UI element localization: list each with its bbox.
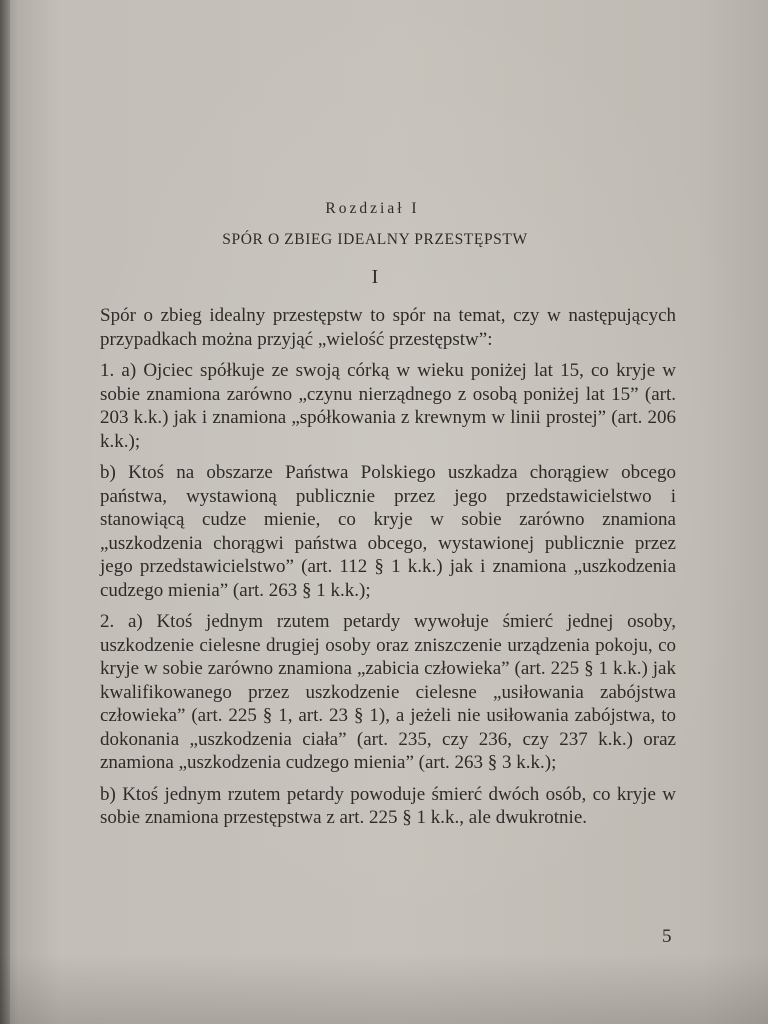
paragraph-2a: 2. a) Ktoś jednym rzutem petardy wywołuje śmierć jednej osoby, uszkodzenie cielesne drugiej osoby oraz zniszczenie urządzenia pokoju, co kryje w sobie zarówno znamiona „zabicia człowieka” (art. 225 § 1 k.k.) jak kwalifikowanego przez uszkodzenie cielesne „usiłowania zabójstwa człowieka” (art. 225 § 1, art. 23 § 1), a jeżeli nie usiłowania zabójstwa, to dokonania „uszkodzenia ciała” (art. 235, czy 236, czy 237 k.k.) oraz znamiona „uszkodzenia cudzego mienia” (art. 263 § 3 k.k.); — [100, 611, 676, 773]
paragraph-2b: b) Ktoś jednym rzutem petardy powoduje śmierć dwóch osób, co kryje w sobie znamiona przestępstwa z art. 225 § 1 k.k., ale dwukrotnie. — [100, 783, 676, 828]
paragraph-intro: Spór o zbieg idealny przestępstw to spór na temat, czy w następujących przypadkach można przyjąć „wielość przestępstw”: — [100, 305, 676, 350]
body-text — [100, 304, 676, 830]
chapter-heading: Rozdział I — [325, 200, 420, 217]
page-number: 5 — [662, 926, 672, 947]
chapter-title: SPÓR O ZBIEG IDEALNY PRZESTĘPSTW — [222, 231, 528, 248]
paragraph-1b: b) Ktoś na obszarze Państwa Polskiego uszkadza chorągiew obcego państwa, wystawioną publicznie przez jego przedstawicielstwo i stanowiącą cudze mienie, co kryje w sobie zarówno znamiona „uszkodzenia chorągwi państwa obcego, wystawionej publicznie przez jego przedstawicielstwo” (art. 112 § 1 k.k.) jak i znamiona „uszkodzenia cudzego mienia” (art. 263 § 1 k.k.); — [100, 462, 676, 601]
paragraph-1a: 1. a) Ojciec spółkuje ze swoją córką w wieku poniżej lat 15, co kryje w sobie znamiona zarówno „czynu nierządnego z osobą poniżej lat 15” (art. 203 k.k.) jak i znamiona „spółkowania z krewnym w linii prostej” (art. 206 k.k.); — [100, 360, 676, 452]
section-number: I — [371, 266, 379, 288]
